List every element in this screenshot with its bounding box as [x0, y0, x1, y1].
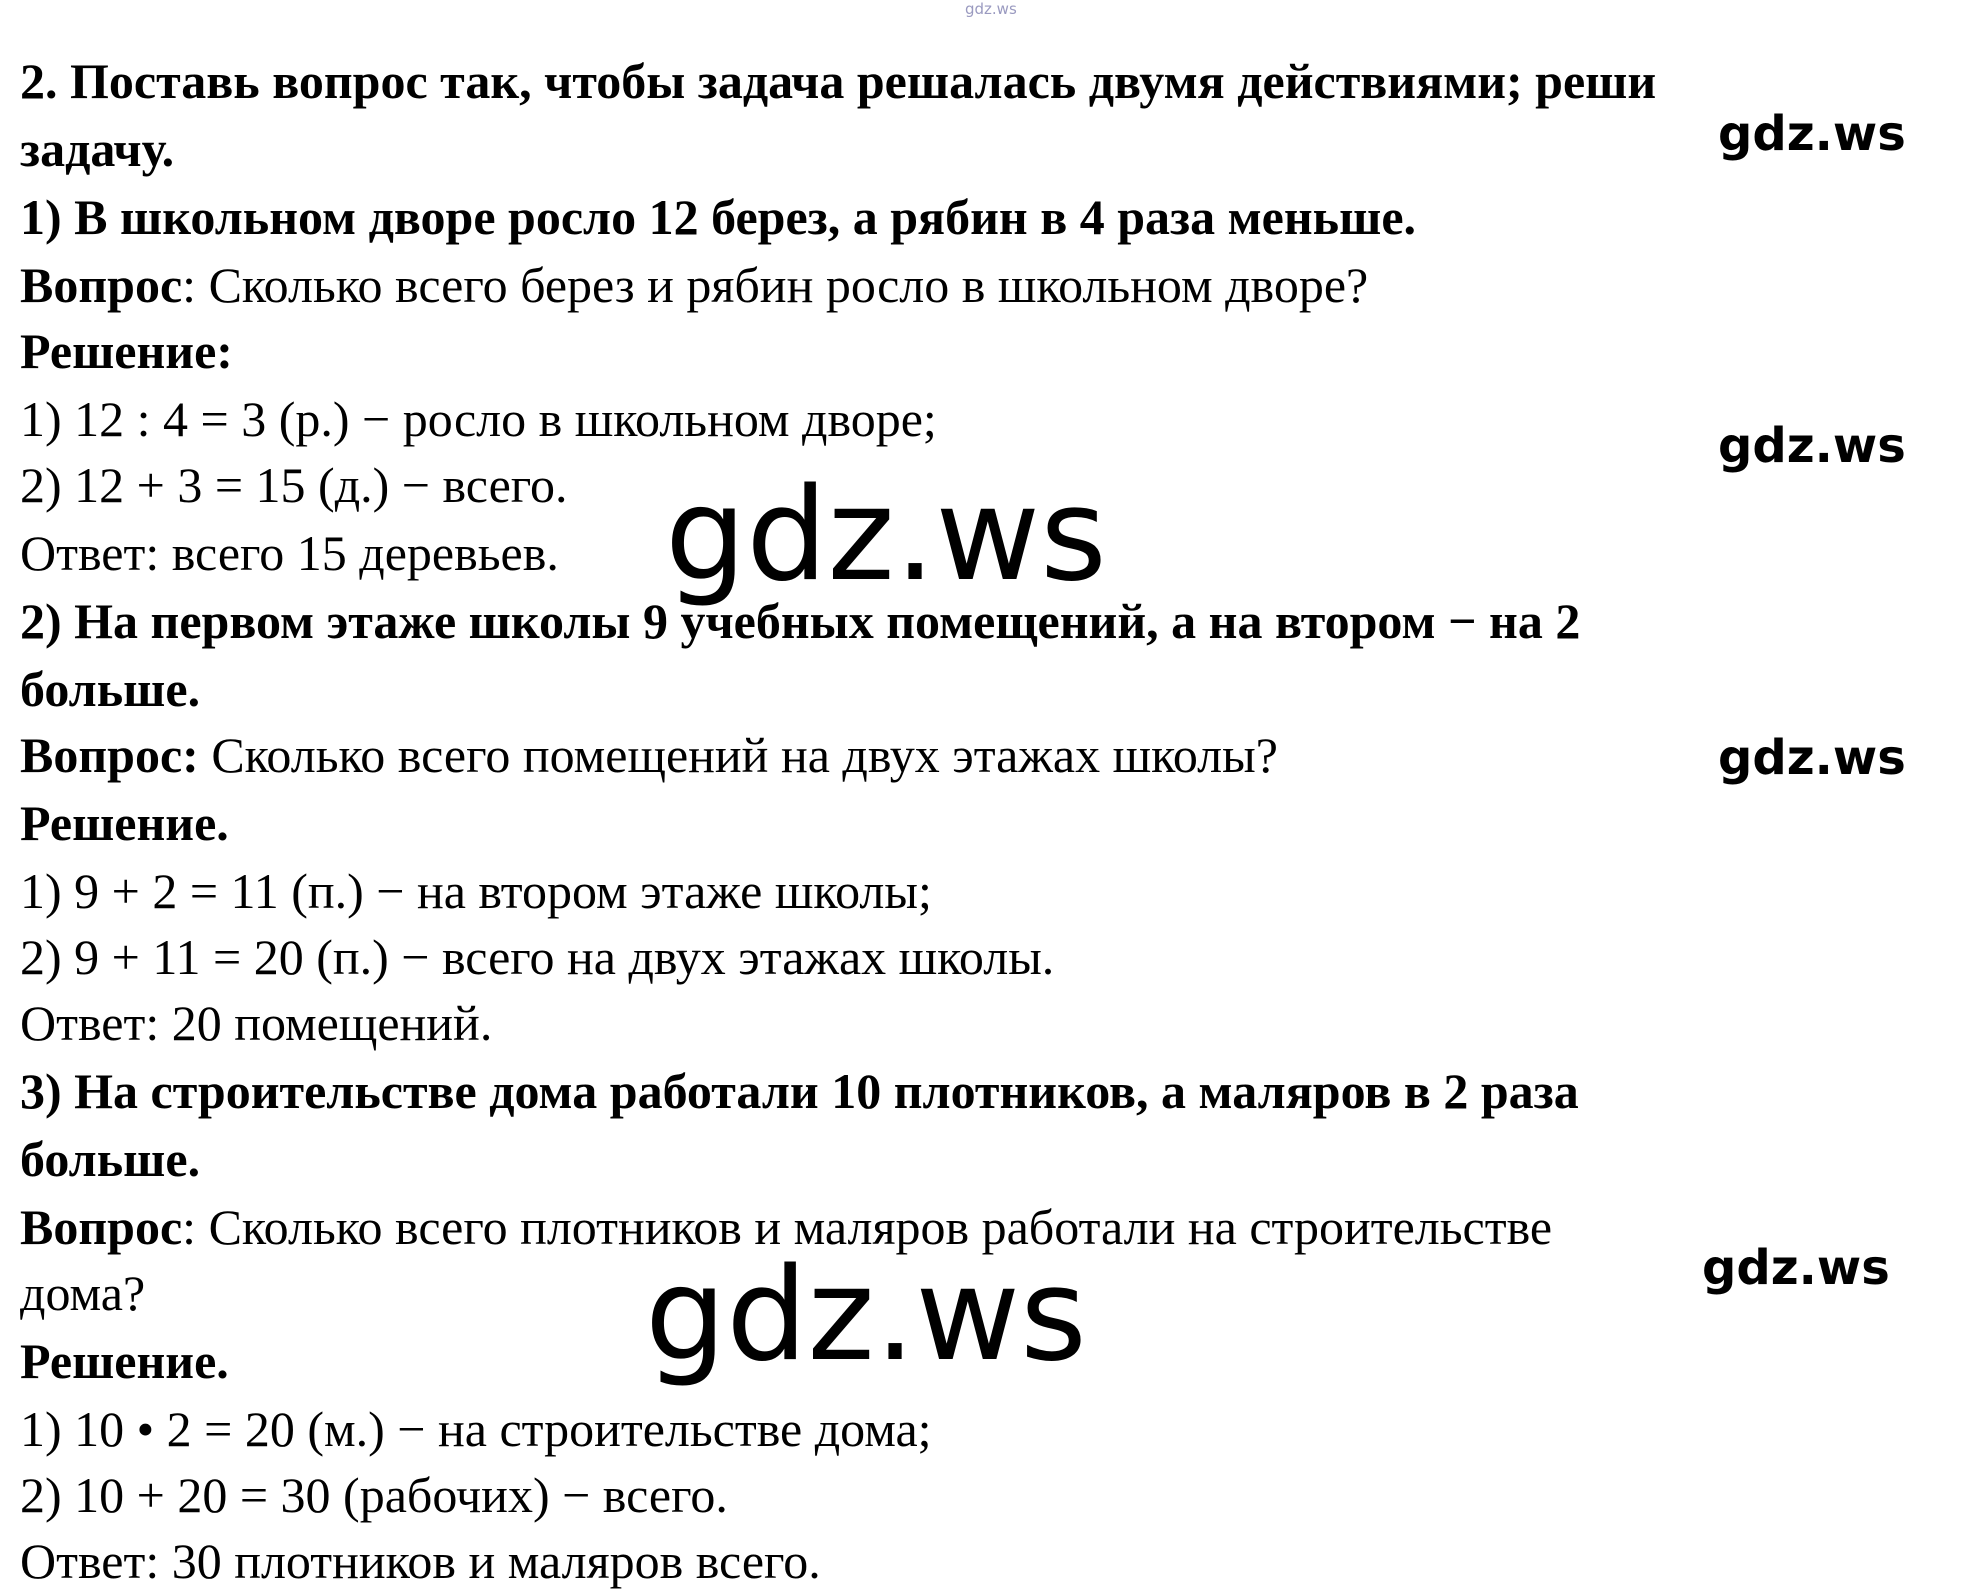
watermark-top: gdz.ws — [965, 0, 1017, 18]
task-heading-line1: 2. Поставь вопрос так, чтобы задача решалась двумя действиями; реши — [20, 53, 1657, 109]
question-label: Вопрос: — [20, 727, 199, 783]
problem3-answer: Ответ: 30 плотников и маляров всего. — [20, 1533, 821, 1589]
watermark: gdz.ws — [1718, 730, 1906, 786]
problem3-statement-line1: 3) На строительстве дома работали 10 плотников, а маляров в 2 раза — [20, 1063, 1579, 1119]
task-heading-line2: задачу. — [20, 121, 175, 177]
problem3-statement-line2: больше. — [20, 1131, 201, 1187]
question-text: : Сколько всего берез и рябин росло в школьном дворе? — [182, 257, 1369, 313]
watermark: gdz.ws — [1718, 418, 1906, 474]
problem2-question — [20, 722, 1278, 788]
watermark-large: gdz.ws — [645, 1241, 1087, 1390]
problem1-step1: 1) 12 : 4 = 3 (р.) − росло в школьном дворе; — [20, 391, 937, 447]
problem3-step1: 1) 10 • 2 = 20 (м.) − на строительстве дома; — [20, 1401, 932, 1457]
problem1-question — [20, 252, 1368, 318]
problem2-statement-line1: 2) На первом этаже школы 9 учебных помещений, а на втором − на 2 — [20, 593, 1581, 649]
problem1-statement: 1) В школьном дворе росло 12 берез, а рябин в 4 раза меньше. — [20, 189, 1417, 245]
problem1-solution-label: Решение: — [20, 323, 233, 379]
problem3-question-cont: дома? — [20, 1265, 146, 1321]
question-label: Вопрос — [20, 257, 183, 313]
question-text: : Сколько всего плотников и маляров работали на строительстве — [182, 1199, 1553, 1255]
problem2-statement-line2: больше. — [20, 661, 201, 717]
watermark: gdz.ws — [1702, 1240, 1890, 1296]
watermark: gdz.ws — [1718, 106, 1906, 162]
question-text: Сколько всего помещений на двух этажах школы? — [198, 727, 1278, 783]
watermark-large: gdz.ws — [665, 461, 1107, 610]
problem3-solution-label: Решение. — [20, 1333, 229, 1389]
problem2-step1: 1) 9 + 2 = 11 (п.) − на втором этаже школы; — [20, 863, 932, 919]
problem1-step2: 2) 12 + 3 = 15 (д.) − всего. — [20, 457, 568, 513]
problem2-solution-label: Решение. — [20, 795, 229, 851]
problem2-answer: Ответ: 20 помещений. — [20, 995, 493, 1051]
problem3-step2: 2) 10 + 20 = 30 (рабочих) − всего. — [20, 1467, 728, 1523]
problem2-step2: 2) 9 + 11 = 20 (п.) − всего на двух этажах школы. — [20, 929, 1055, 985]
problem1-answer: Ответ: всего 15 деревьев. — [20, 525, 559, 581]
question-label: Вопрос — [20, 1199, 183, 1255]
